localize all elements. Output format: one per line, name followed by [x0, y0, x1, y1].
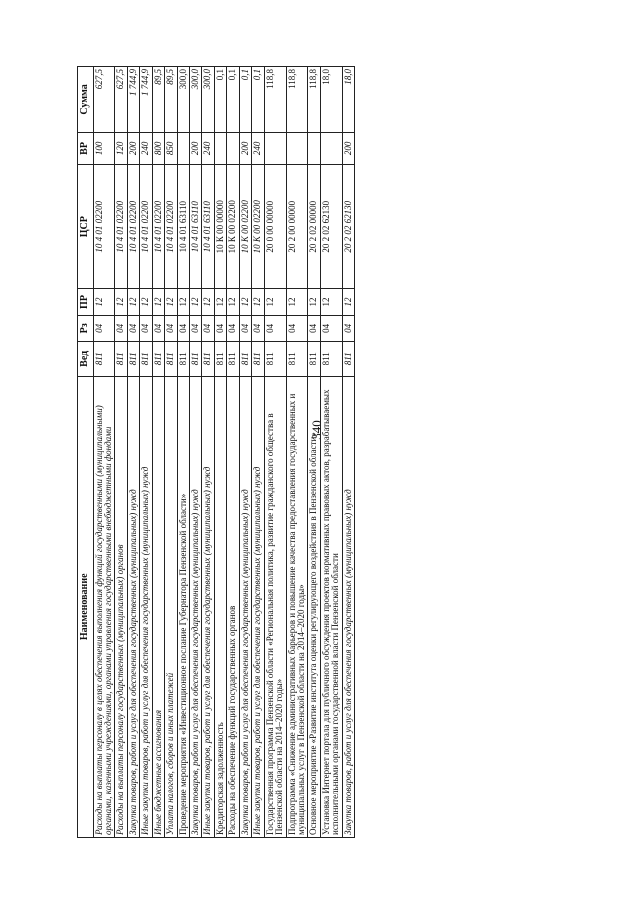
header-rz: Рз [78, 315, 94, 341]
cell-rz: 04 [152, 315, 164, 341]
cell-pr: 12 [115, 289, 127, 315]
cell-sum: 118,8 [308, 67, 320, 133]
cell-vr: 240 [202, 132, 214, 164]
cell-name: Уплата налогов, сборов и иных платежей [165, 376, 177, 837]
cell-sum: 0,1 [252, 67, 264, 133]
cell-pr: 12 [190, 289, 202, 315]
cell-rz: 04 [165, 315, 177, 341]
cell-name: Проведение мероприятия «Инвестиционное послание Губернатора Пензенской области» [177, 376, 189, 837]
cell-csr: 10 К 00 02200 [227, 165, 239, 289]
page-number: 340 [308, 420, 324, 440]
cell-pr: 12 [214, 289, 226, 315]
cell-csr: 10 4 01 02200 [152, 165, 164, 289]
cell-csr: 10 4 01 63110 [177, 165, 189, 289]
cell-vr [264, 132, 286, 164]
table-row [342, 67, 354, 838]
cell-sum: 0,1 [239, 67, 251, 133]
cell-pr: 12 [93, 289, 115, 315]
table-row [202, 67, 214, 838]
cell-ved: 811 [227, 341, 239, 376]
cell-pr: 12 [152, 289, 164, 315]
cell-ved: 811 [93, 341, 115, 376]
cell-pr: 12 [127, 289, 139, 315]
cell-ved: 811 [320, 341, 342, 376]
cell-name: Закупка товаров, работ и услуг для обеспечения государственных (муниципальных) нужд [342, 376, 354, 837]
cell-ved: 811 [252, 341, 264, 376]
cell-vr: 200 [127, 132, 139, 164]
cell-name: Иные бюджетные ассигнования [152, 376, 164, 837]
cell-sum: 300,0 [202, 67, 214, 133]
cell-pr: 12 [202, 289, 214, 315]
cell-csr: 10 4 01 02200 [127, 165, 139, 289]
cell-sum: 18,0 [342, 67, 354, 133]
table-body [93, 67, 355, 838]
cell-rz: 04 [140, 315, 152, 341]
cell-ved: 811 [264, 341, 286, 376]
cell-name: Иные закупки товаров, работ и услуг для обеспечения государственных (муниципальных) нужд [140, 376, 152, 837]
cell-vr [320, 132, 342, 164]
header-sum: Сумма [78, 67, 94, 133]
table-row [93, 67, 115, 838]
table-row [252, 67, 264, 838]
cell-rz: 04 [214, 315, 226, 341]
cell-vr: 200 [239, 132, 251, 164]
cell-ved: 811 [127, 341, 139, 376]
cell-ved: 811 [202, 341, 214, 376]
header-pr: ПР [78, 289, 94, 315]
cell-vr: 850 [165, 132, 177, 164]
cell-rz: 04 [202, 315, 214, 341]
budget-table [77, 66, 355, 838]
table-row [152, 67, 164, 838]
cell-ved: 811 [177, 341, 189, 376]
cell-vr: 240 [140, 132, 152, 164]
cell-pr: 12 [239, 289, 251, 315]
cell-csr: 20 2 02 62130 [342, 165, 354, 289]
cell-sum: 300,0 [177, 67, 189, 133]
cell-vr: 100 [93, 132, 115, 164]
cell-name: Расходы на обеспечение функций государственных органов [227, 376, 239, 837]
cell-sum: 1 744,9 [127, 67, 139, 133]
cell-rz: 04 [286, 315, 308, 341]
cell-name: Закупка товаров, работ и услуг для обеспечения государственных (муниципальных) нужд [127, 376, 139, 837]
cell-sum: 300,0 [190, 67, 202, 133]
cell-csr: 10 4 01 02200 [115, 165, 127, 289]
cell-vr: 200 [342, 132, 354, 164]
cell-ved: 811 [152, 341, 164, 376]
cell-ved: 811 [140, 341, 152, 376]
table-row [264, 67, 286, 838]
cell-sum: 89,5 [152, 67, 164, 133]
table-row [165, 67, 177, 838]
header-ved: Вед [78, 341, 94, 376]
cell-csr: 10 4 01 02200 [93, 165, 115, 289]
cell-csr: 10 4 01 63110 [202, 165, 214, 289]
cell-rz: 04 [252, 315, 264, 341]
cell-name: Иные закупки товаров, работ и услуг для обеспечения государственных (муниципальных) нужд [202, 376, 214, 837]
cell-ved: 811 [308, 341, 320, 376]
cell-sum: 118,8 [264, 67, 286, 133]
cell-rz: 04 [127, 315, 139, 341]
cell-csr: 10 4 01 63110 [190, 165, 202, 289]
cell-ved: 811 [286, 341, 308, 376]
header-vr: ВР [78, 132, 94, 164]
cell-sum: 1 744,9 [140, 67, 152, 133]
cell-sum: 627,5 [93, 67, 115, 133]
cell-rz: 04 [177, 315, 189, 341]
cell-rz: 04 [93, 315, 115, 341]
cell-pr: 12 [264, 289, 286, 315]
cell-rz: 04 [190, 315, 202, 341]
table-row [190, 67, 202, 838]
table-row [239, 67, 251, 838]
cell-sum: 18,0 [320, 67, 342, 133]
cell-ved: 811 [190, 341, 202, 376]
cell-pr: 12 [140, 289, 152, 315]
cell-vr [286, 132, 308, 164]
cell-rz: 04 [115, 315, 127, 341]
cell-rz: 04 [320, 315, 342, 341]
cell-sum: 0,1 [227, 67, 239, 133]
cell-name: Государственная программа Пензенской области «Региональная политика, развитие гражданского общества в Пензенской области на 2014–2020 годы» [264, 376, 286, 837]
cell-ved: 811 [165, 341, 177, 376]
table-row [286, 67, 308, 838]
cell-sum: 627,5 [115, 67, 127, 133]
cell-ved: 811 [115, 341, 127, 376]
cell-vr: 240 [252, 132, 264, 164]
cell-pr: 12 [252, 289, 264, 315]
table-row [227, 67, 239, 838]
cell-ved: 811 [214, 341, 226, 376]
table-row [177, 67, 189, 838]
cell-name: Закупка товаров, работ и услуг для обеспечения государственных (муниципальных) нужд [190, 376, 202, 837]
cell-csr: 20 2 02 62130 [320, 165, 342, 289]
cell-pr: 12 [320, 289, 342, 315]
cell-sum: 0,1 [214, 67, 226, 133]
table-row [115, 67, 127, 838]
cell-vr [227, 132, 239, 164]
cell-vr: 200 [190, 132, 202, 164]
cell-rz: 04 [308, 315, 320, 341]
cell-csr: 10 К 00 02200 [252, 165, 264, 289]
cell-pr: 12 [165, 289, 177, 315]
cell-name: Расходы на выплаты персоналу государственных (муниципальных) органов [115, 376, 127, 837]
cell-vr: 800 [152, 132, 164, 164]
cell-csr: 10 4 01 02200 [140, 165, 152, 289]
cell-csr: 20 2 00 00000 [286, 165, 308, 289]
cell-vr: 120 [115, 132, 127, 164]
cell-rz: 04 [239, 315, 251, 341]
cell-vr [214, 132, 226, 164]
cell-name: Закупка товаров, работ и услуг для обеспечения государственных (муниципальных) нужд [239, 376, 251, 837]
cell-rz: 04 [264, 315, 286, 341]
table-row [308, 67, 320, 838]
cell-csr: 10 4 01 02200 [165, 165, 177, 289]
cell-ved: 811 [239, 341, 251, 376]
cell-vr [177, 132, 189, 164]
cell-name: Подпрограмма «Снижение административных барьеров и повышение качества предоставления государственных и муниципальных услуг в Пензенской области на 2014–2020 годы» [286, 376, 308, 837]
header-csr: ЦСР [78, 165, 94, 289]
header-row [78, 67, 94, 838]
table-row [127, 67, 139, 838]
cell-csr: 10 К 00 02200 [239, 165, 251, 289]
budget-table-container [77, 66, 570, 838]
cell-rz: 04 [227, 315, 239, 341]
cell-name: Расходы на выплаты персоналу в целях обеспечения выполнения функций государственными (муниципальными) органами, казенными учреждениями, органами управления государственными внебюджетными фондами [93, 376, 115, 837]
cell-name: Основное мероприятие «Развитие института оценки регулирующего воздействия в Пензенской области» [308, 376, 320, 837]
cell-name: Иные закупки товаров, работ и услуг для обеспечения государственных (муниципальных) нужд [252, 376, 264, 837]
cell-rz: 04 [342, 315, 354, 341]
cell-csr: 20 0 00 00000 [264, 165, 286, 289]
cell-ved: 811 [342, 341, 354, 376]
cell-pr: 12 [286, 289, 308, 315]
table-row [320, 67, 342, 838]
cell-sum: 89,5 [165, 67, 177, 133]
cell-vr [308, 132, 320, 164]
table-row [214, 67, 226, 838]
cell-pr: 12 [308, 289, 320, 315]
table-row [140, 67, 152, 838]
header-name: Наименование [78, 376, 94, 837]
cell-csr: 20 2 02 00000 [308, 165, 320, 289]
cell-pr: 12 [342, 289, 354, 315]
cell-name: Кредиторская задолженность [214, 376, 226, 837]
cell-pr: 12 [177, 289, 189, 315]
cell-csr: 10 К 00 00000 [214, 165, 226, 289]
cell-pr: 12 [227, 289, 239, 315]
cell-name: Установка Интернет портала для публичного обсуждения проектов нормативных правовых актов, разрабатываемых исполнительными органами государственной власти Пензенской области [320, 376, 342, 837]
cell-sum: 118,8 [286, 67, 308, 133]
